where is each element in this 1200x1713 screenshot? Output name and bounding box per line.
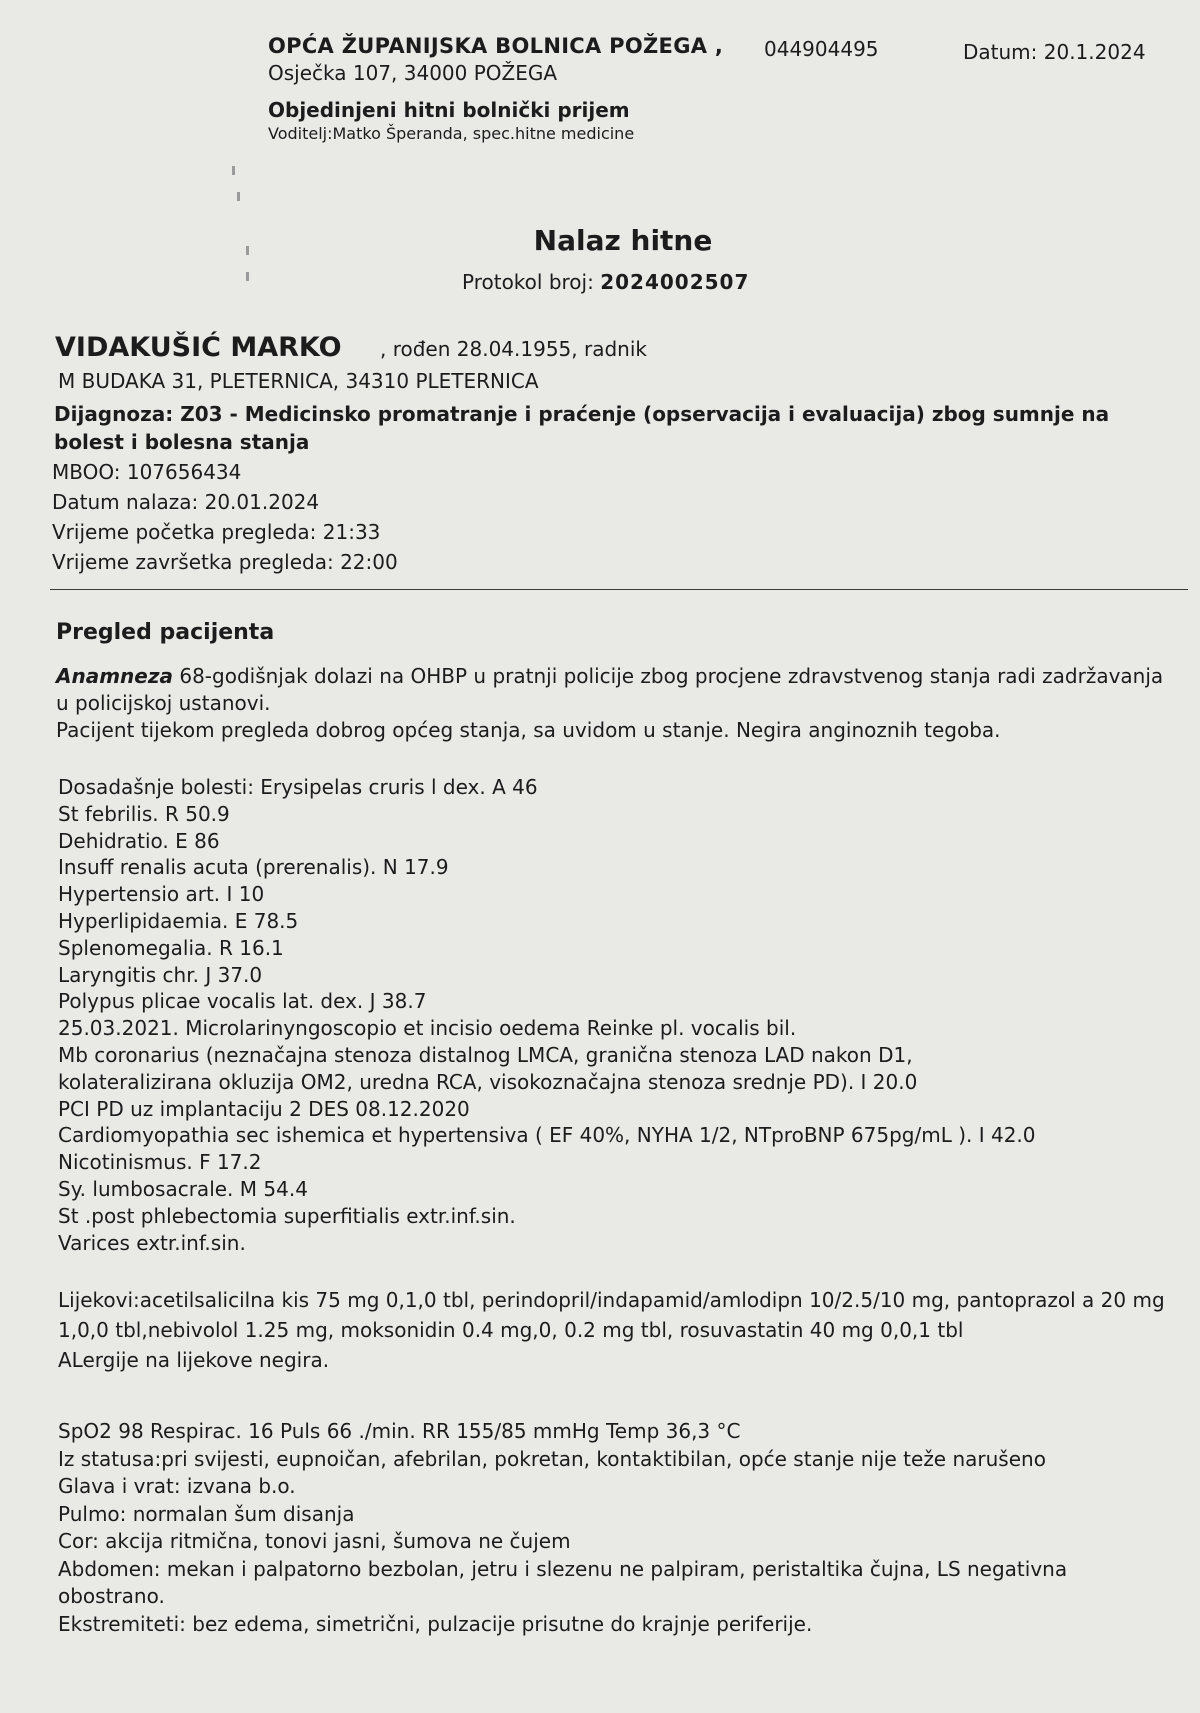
paper-mark: [232, 166, 235, 175]
condition-item: Laryngitis chr. J 37.0: [58, 962, 263, 987]
condition-item: Polypus plicae vocalis lat. dex. J 38.7: [58, 989, 427, 1014]
condition-item: Dosadašnje bolesti: Erysipelas cruris l dex. A 46: [58, 775, 538, 799]
paper-mark: [246, 272, 249, 281]
report-meta: [52, 457, 398, 577]
patient-address: M BUDAKA 31, PLETERNICA, 34310 PLETERNICA: [58, 369, 539, 393]
condition-item: Dehidratio. E 86: [58, 828, 220, 853]
protocol-line: [462, 270, 749, 294]
hospital-phone: 044904495: [764, 37, 879, 61]
status-head-neck: Glava i vrat: izvana b.o.: [58, 1474, 296, 1498]
condition-item: Sy. lumbosacrale. M 54.4: [58, 1176, 308, 1201]
anamnesis-text: 68-godišnjak dolazi na OHBP u pratnji policije zbog procjene zdravstvenog stanja radi zadržavanja u policijskoj ustanovi.: [56, 664, 1164, 715]
condition-item: PCI PD uz implantaciju 2 DES 08.12.2020: [58, 1096, 470, 1121]
status-lungs: Pulmo: normalan šum disanja: [58, 1501, 355, 1526]
status-findings: [58, 1418, 1178, 1638]
protocol-label: Protokol broj:: [462, 270, 594, 294]
status-abdomen: Abdomen: mekan i palpatorno bezbolan, jetru i slezenu ne palpiram, peristaltika čujna, LS negativna obostrano.: [58, 1556, 1068, 1608]
status-heart: Cor: akcija ritmična, tonovi jasni, šumova ne čujem: [58, 1529, 571, 1553]
diagnosis: Dijagnoza: Z03 - Medicinsko promatranje i praćenje (opservacija i evaluacija) zbog sumnje na bolest i bolesna stanja: [54, 402, 1110, 454]
allergies: ALergije na lijekove negira.: [58, 1348, 330, 1372]
patient-name: VIDAKUŠIĆ MARKO: [55, 332, 342, 363]
condition-item: St .post phlebectomia superfitialis extr.inf.sin.: [58, 1203, 516, 1228]
exam-end-time: Vrijeme završetka pregleda: 22:00: [52, 550, 398, 574]
exam-start-time: Vrijeme početka pregleda: 21:33: [52, 520, 381, 544]
patient-details: , rođen 28.04.1955, radnik: [380, 337, 647, 361]
medications: [58, 1285, 1178, 1375]
department-name: Objedinjeni hitni bolnički prijem: [268, 98, 630, 122]
department-head: Voditelj:Matko Šperanda, spec.hitne medicine: [268, 124, 635, 143]
condition-item: kolateralizirana okluzija OM2, uredna RCA, visokoznačajna stenoza srednje PD). I 20.0: [58, 1069, 918, 1094]
general-condition: Pacijent tijekom pregleda dobrog općeg stanja, sa uvidom u stanje. Negira anginoznih tegoba.: [56, 718, 1001, 742]
condition-item: Nicotinismus. F 17.2: [58, 1150, 262, 1175]
status-general: Iz statusa:pri svijesti, eupnoičan, afebrilan, pokretan, kontaktibilan, opće stanje nije teže narušeno: [58, 1446, 1046, 1471]
conditions-list: [58, 774, 1036, 1256]
section-title: Pregled pacijenta: [56, 620, 275, 645]
paper-mark: [237, 192, 240, 201]
anamnesis-label: Anamneza: [56, 664, 173, 688]
report-date: Datum nalaza: 20.01.2024: [52, 490, 320, 514]
anamnesis: [56, 663, 1176, 744]
protocol-number: 2024002507: [600, 270, 750, 294]
status-extremities: Ekstremiteti: bez edema, simetrični, pulzacije prisutne do krajnje periferije.: [58, 1611, 813, 1636]
mboo-number: MBOO: 107656434: [52, 460, 242, 484]
condition-item: St febrilis. R 50.9: [58, 801, 230, 826]
condition-item: Hypertensio art. I 10: [58, 882, 265, 907]
condition-item: Varices extr.inf.sin.: [58, 1230, 246, 1255]
hospital-name: OPĆA ŽUPANIJSKA BOLNICA POŽEGA ,: [268, 34, 724, 58]
document-title: Nalaz hitne: [533, 224, 713, 257]
condition-item: Splenomegalia. R 16.1: [58, 935, 284, 960]
document-date: Datum: 20.1.2024: [963, 40, 1146, 64]
condition-item: 25.03.2021. Microlarinyngoscopio et incisio oedema Reinke pl. vocalis bil.: [58, 1016, 797, 1041]
condition-item: Hyperlipidaemia. E 78.5: [58, 908, 299, 933]
hospital-address: Osječka 107, 34000 POŽEGA: [268, 61, 558, 85]
vitals: SpO2 98 Respirac. 16 Puls 66 ./min. RR 155/85 mmHg Temp 36,3 °C: [58, 1419, 741, 1443]
medication-list: Lijekovi:acetilsalicilna kis 75 mg 0,1,0 tbl, perindopril/indapamid/amlodipn 10/2.5/10 mg, pantoprazol a 20 mg 1,0,0 tbl,nebivolol 1.25 mg, moksonidin 0.4 mg,0, 0.2 mg tbl, rosuvastatin 40 mg 0,0,1 tbl: [58, 1288, 1165, 1342]
condition-item: Mb coronarius (neznačajna stenoza distalnog LMCA, granična stenoza LAD nakon D1,: [58, 1042, 913, 1067]
condition-item: Cardiomyopathia sec ishemica et hypertensiva ( EF 40%, NYHA 1/2, NTproBNP 675pg/mL ). I 42.0: [58, 1123, 1036, 1148]
section-divider: [50, 589, 1188, 590]
condition-item: Insuff renalis acuta (prerenalis). N 17.9: [58, 855, 449, 880]
